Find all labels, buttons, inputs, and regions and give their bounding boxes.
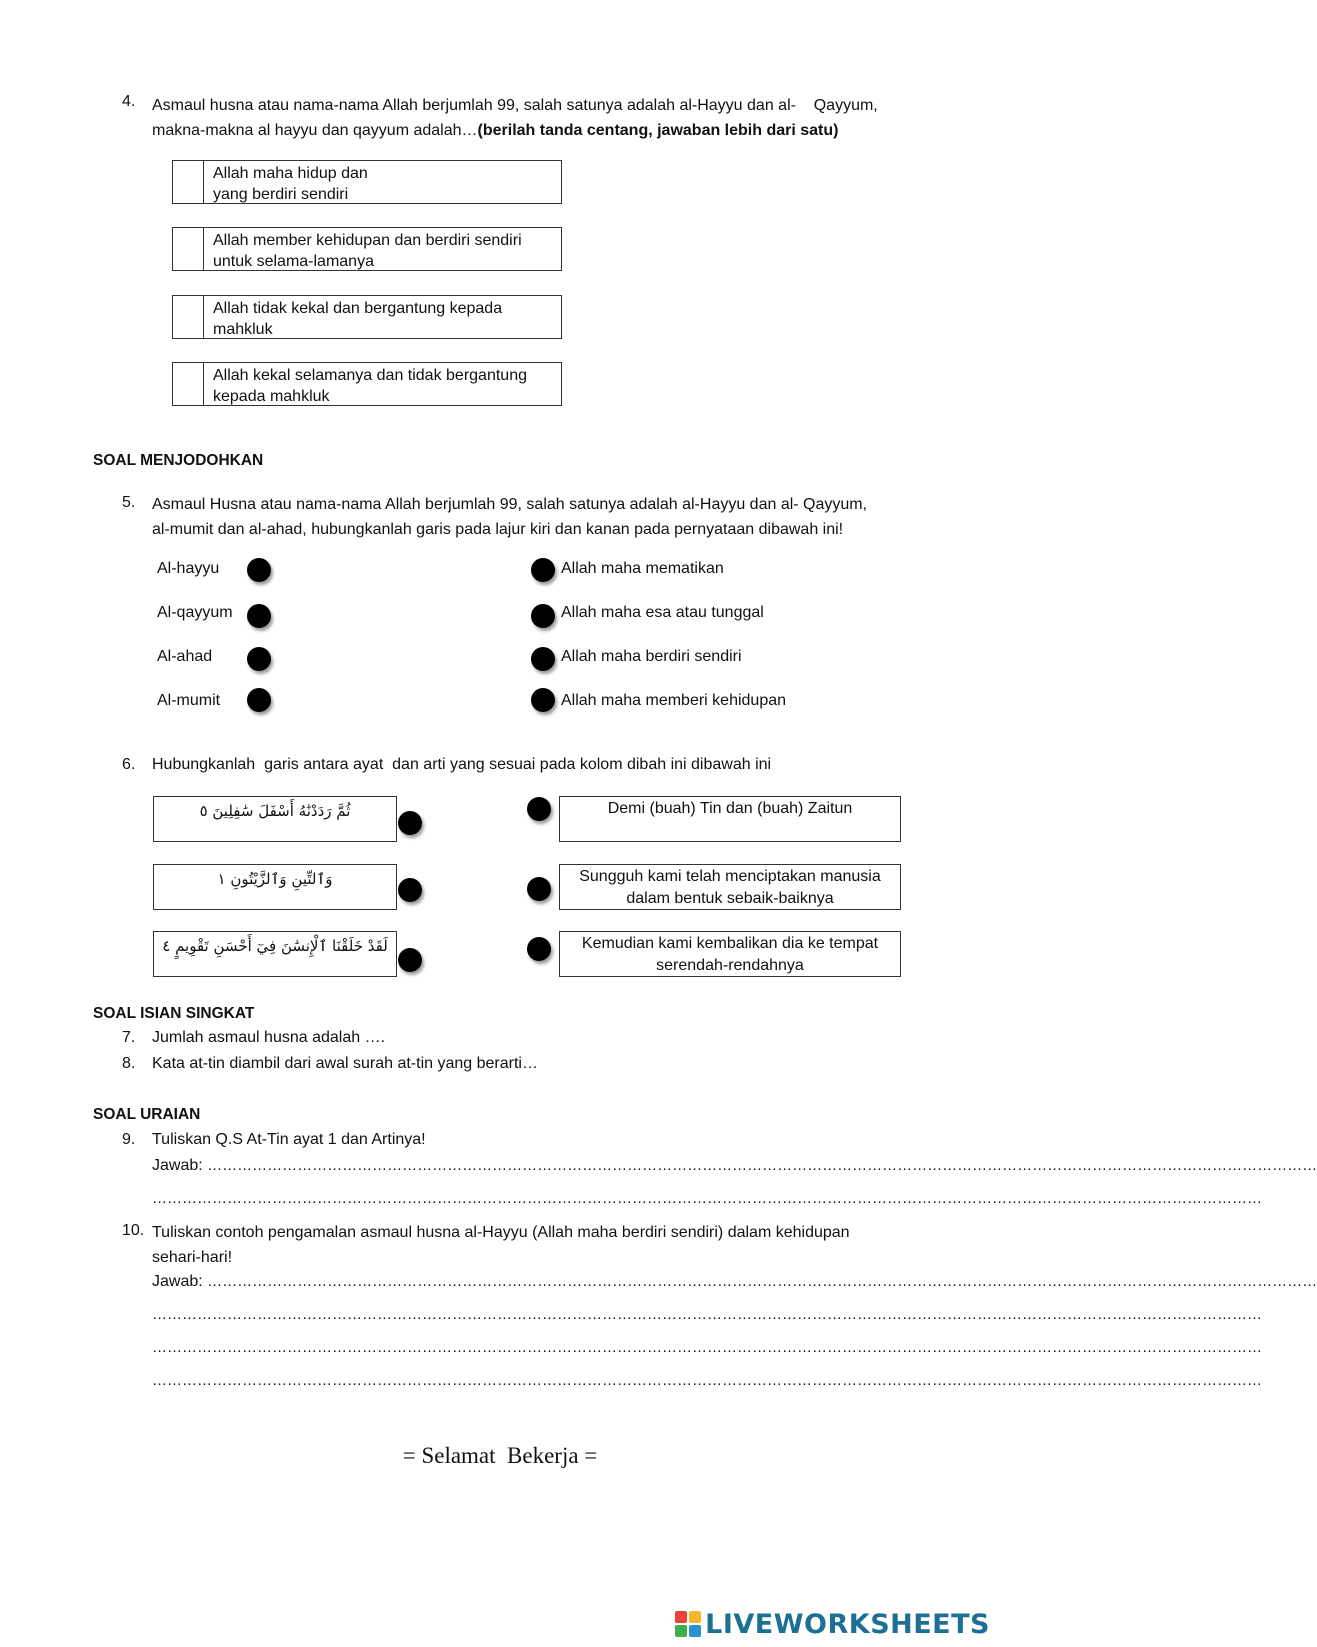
q4-option-3-checkbox[interactable] <box>173 296 204 338</box>
q6-right-dot-3[interactable] <box>527 937 551 961</box>
q10-dots-2: …………………………………………………………………………………………………………………………………………………………………………………………………… <box>152 1306 1262 1323</box>
q10-text <box>152 1220 922 1270</box>
q8-number: 8. <box>122 1055 136 1072</box>
q6-verse-1: ثُمَّ رَدَدْنَٰهُ أَسْفَلَ سَٰفِلِينَ ٥ <box>199 802 351 820</box>
q7-text: Jumlah asmaul husna adalah …. <box>152 1029 386 1046</box>
q4-option-4 <box>172 362 562 406</box>
q9-dots-1: …………………………………………………………………………………………………………………………………………………………………………………………………… <box>207 1157 1317 1174</box>
q10-number: 10. <box>122 1222 145 1239</box>
q9-answer-line-2[interactable] <box>152 1190 1262 1207</box>
q10-answer-line-3[interactable] <box>152 1339 1262 1356</box>
q5-number: 5. <box>122 494 136 511</box>
q10-dots-4: …………………………………………………………………………………………………………………………………………………………………………………………………… <box>152 1372 1262 1389</box>
q4-option-2-label <box>213 230 522 272</box>
q5-line2: al-mumit dan al-ahad, hubungkanlah garis pada lajur kiri dan kanan pada pernyataan dibawah ini! <box>152 521 844 538</box>
q10-answer-label: Jawab: <box>152 1273 208 1290</box>
q4-option-1 <box>172 160 562 204</box>
q10-dots-3: …………………………………………………………………………………………………………………………………………………………………………………………………… <box>152 1339 1262 1356</box>
q6-meaning-3-line1: Kemudian kami kembalikan dia ke tempat <box>581 935 879 952</box>
q6-verse-box-1 <box>153 796 397 842</box>
q4-line2 <box>152 118 912 143</box>
q5-right-item-3: Allah maha berdiri sendiri <box>561 648 742 665</box>
q4-option-2-line2: untuk selama-lamanya <box>213 253 374 270</box>
q6-verse-2: وَٱلتِّينِ وَٱلزَّيْتُونِ ١ <box>217 870 333 888</box>
q6-meaning-1-line1: Demi (buah) Tin dan (buah) Zaitun <box>607 800 853 817</box>
q9-number: 9. <box>122 1131 136 1148</box>
q6-meaning-2-line2: dalam bentuk sebaik-baiknya <box>626 890 834 907</box>
q6-meaning-2-line1: Sungguh kami telah menciptakan manusia <box>579 868 881 885</box>
q6-number: 6. <box>122 756 136 773</box>
q6-right-dot-2[interactable] <box>527 877 551 901</box>
q7-number: 7. <box>122 1029 136 1046</box>
q6-left-dot-1[interactable] <box>398 811 422 835</box>
q4-option-1-line1: Allah maha hidup dan <box>213 165 368 182</box>
q5-right-dot-3[interactable] <box>531 647 555 671</box>
section-heading-matching: SOAL MENJODOHKAN <box>93 452 264 469</box>
q6-meaning-box-1 <box>559 796 901 842</box>
q4-option-2 <box>172 227 562 271</box>
liveworksheets-logo-text: LIVEWORKSHEETS <box>705 1608 990 1640</box>
q10-dots-1: …………………………………………………………………………………………………………………………………………………………………………………………………… <box>207 1273 1317 1290</box>
q10-answer-line-1[interactable] <box>152 1273 1317 1291</box>
q4-option-3-label <box>213 298 502 340</box>
q4-option-4-line2: kepada mahkluk <box>213 388 330 405</box>
q6-verse-3: لَقَدْ خَلَقْنَا ٱلْإِنسَٰنَ فِيٓ أَحْسَنِ تَقْوِيمٍ ٤ <box>162 937 388 955</box>
section-heading-short-answer: SOAL ISIAN SINGKAT <box>93 1005 255 1022</box>
q8-text: Kata at-tin diambil dari awal surah at-tin yang berarti… <box>152 1055 538 1072</box>
q5-right-item-2: Allah maha esa atau tunggal <box>561 604 764 621</box>
q5-left-dot-4[interactable] <box>247 688 271 712</box>
closing-message: = Selamat Bekerja = <box>402 1443 598 1468</box>
q4-instruction: (berilah tanda centang, jawaban lebih dari satu) <box>477 122 839 139</box>
q5-right-item-4: Allah maha memberi kehidupan <box>561 692 787 709</box>
q5-right-dot-1[interactable] <box>531 558 555 582</box>
q5-text <box>152 492 922 542</box>
liveworksheets-logo[interactable] <box>675 1609 990 1639</box>
q9-dots-2: …………………………………………………………………………………………………………………………………………………………………………………………………… <box>152 1190 1262 1207</box>
q10-answer-line-4[interactable] <box>152 1372 1262 1389</box>
section-heading-essay: SOAL URAIAN <box>93 1106 201 1123</box>
q6-meaning-3-line2: serendah-rendahnya <box>656 957 804 974</box>
q9-text: Tuliskan Q.S At-Tin ayat 1 dan Artinya! <box>152 1131 426 1148</box>
q4-option-1-label <box>213 163 368 205</box>
q9-answer-line-1[interactable] <box>152 1157 1317 1175</box>
q5-right-dot-2[interactable] <box>531 604 555 628</box>
q6-meaning-box-3 <box>559 931 901 977</box>
q5-left-item-3: Al-ahad <box>157 648 213 665</box>
q5-left-dot-3[interactable] <box>247 647 271 671</box>
q4-option-4-checkbox[interactable] <box>173 363 204 405</box>
q5-left-item-1: Al-hayyu <box>157 560 220 577</box>
q4-option-2-line1: Allah member kehidupan dan berdiri sendiri <box>213 232 522 249</box>
q6-verse-box-3 <box>153 931 397 977</box>
q4-option-1-line2: yang berdiri sendiri <box>213 186 349 203</box>
q5-left-item-2: Al-qayyum <box>157 604 233 621</box>
q4-option-1-checkbox[interactable] <box>173 161 204 203</box>
q6-left-dot-3[interactable] <box>398 948 422 972</box>
q5-right-dot-4[interactable] <box>531 688 555 712</box>
q5-line1: Asmaul Husna atau nama-nama Allah berjumlah 99, salah satunya adalah al-Hayyu dan al- Qayyum, <box>152 496 868 513</box>
q4-option-4-line1: Allah kekal selamanya dan tidak bergantung <box>213 367 527 384</box>
q9-answer-label: Jawab: <box>152 1157 208 1174</box>
q4-line2-normal: makna-makna al hayyu dan qayyum adalah… <box>152 122 478 139</box>
q4-option-4-label <box>213 365 527 407</box>
liveworksheets-logo-icon <box>675 1611 701 1637</box>
q4-number: 4. <box>122 93 136 110</box>
q5-right-item-1: Allah maha mematikan <box>561 560 724 577</box>
q4-text <box>152 93 912 143</box>
q6-right-dot-1[interactable] <box>527 797 551 821</box>
q10-line2: sehari-hari! <box>152 1249 233 1266</box>
q4-option-2-checkbox[interactable] <box>173 228 204 270</box>
q6-meaning-box-2 <box>559 864 901 910</box>
q4-line1: Asmaul husna atau nama-nama Allah berjumlah 99, salah satunya adalah al-Hayyu dan al- Qayyum, <box>152 97 878 114</box>
q10-answer-line-2[interactable] <box>152 1306 1262 1323</box>
q6-verse-box-2 <box>153 864 397 910</box>
q6-text: Hubungkanlah garis antara ayat dan arti yang sesuai pada kolom dibah ini dibawah ini <box>152 756 772 773</box>
q4-option-3-line1: Allah tidak kekal dan bergantung kepada <box>213 300 503 317</box>
q6-left-dot-2[interactable] <box>398 878 422 902</box>
q5-left-dot-1[interactable] <box>247 558 271 582</box>
q4-option-3-line2: mahkluk <box>213 321 273 338</box>
q4-option-3 <box>172 295 562 339</box>
q10-line1: Tuliskan contoh pengamalan asmaul husna al-Hayyu (Allah maha berdiri sendiri) dalam kehidupan <box>152 1224 850 1241</box>
q5-left-dot-2[interactable] <box>247 604 271 628</box>
q5-left-item-4: Al-mumit <box>157 692 221 709</box>
